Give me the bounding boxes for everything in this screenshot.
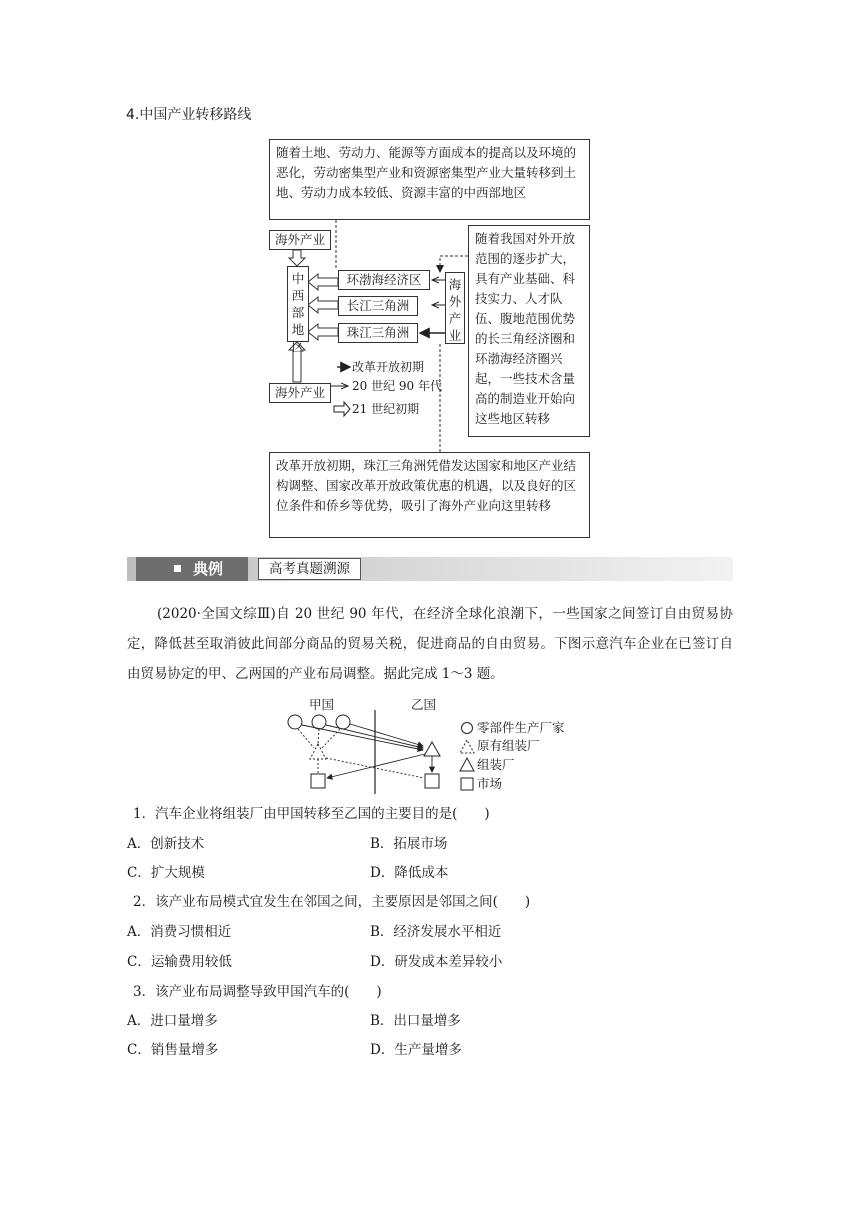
legend-assembly-plant: 组装厂 (477, 757, 515, 772)
pearl-river-delta: 珠江三角洲 (338, 323, 418, 343)
banner-subtitle: 高考真题溯源 (258, 558, 361, 580)
banner-label-text: 典例 (193, 560, 224, 578)
question-1-option-a[interactable]: A．创新技术 (127, 836, 205, 852)
legend-original-assembly: 原有组装厂 (477, 738, 540, 753)
right-explanation-box: 随着我国对外开放范围的逐步扩大，具有产业基础、科技实力、人才队伍、腹地范围优势的长三角经济圈和环渤海经济圈兴起，一些技术含量高的制造业开始向这些地区转移 (468, 225, 590, 437)
legend-1990s: 20 世纪 90 年代 (352, 379, 442, 393)
question-2-option-c[interactable]: C．运输费用较低 (127, 954, 232, 970)
parts-factory-icon (312, 715, 326, 729)
question-3-option-c[interactable]: C．销售量增多 (127, 1042, 219, 1058)
parts-factory-icon (288, 715, 302, 729)
bohai-economic-zone: 环渤海经济区 (338, 270, 430, 290)
question-2-option-a[interactable]: A．消费习惯相近 (127, 924, 232, 940)
question-3-option-b[interactable]: B．出口量增多 (370, 1013, 461, 1029)
question-1-option-d[interactable]: D．降低成本 (370, 865, 449, 881)
legend-parts-factory: 零部件生产厂家 (477, 720, 565, 735)
square-icon (174, 565, 181, 572)
question-3-option-a[interactable]: A．进口量增多 (127, 1013, 218, 1029)
overseas-industry-bottom: 海外产业 (269, 383, 331, 403)
question-1-option-b[interactable]: B．拓展市场 (370, 836, 448, 852)
top-explanation-box: 随着土地、劳动力、能源等方面成本的提高以及环境的恶化，劳动密集型产业和资源密集型产业大量转移到土地、劳动力成本较低、资源丰富的中西部地区 (269, 139, 590, 220)
overseas-industry-vertical: 海外产业 (445, 272, 465, 344)
country-b-label: 乙国 (411, 697, 437, 712)
country-a-label: 甲国 (309, 697, 335, 712)
question-1-option-c[interactable]: C．扩大规模 (127, 865, 205, 881)
central-west-region: 中西部地区 (287, 266, 309, 342)
question-2-option-d[interactable]: D．研发成本差异较小 (370, 954, 503, 970)
question-3-stem: 3．该产业布局调整导致甲国汽车的( ) (133, 984, 382, 1000)
bottom-explanation-box: 改革开放初期，珠江三角洲凭借发达国家和地区产业结构调整、国家改革开放政策优惠的机遇，以及良好的区位条件和侨乡等优势，吸引了海外产业向这里转移 (269, 452, 590, 538)
legend-reform-early: 改革开放初期 (352, 360, 425, 374)
banner-label (136, 557, 248, 581)
overseas-industry-top: 海外产业 (269, 230, 331, 250)
section-title: 4.中国产业转移路线 (126, 107, 252, 123)
question-1-stem: 1．汽车企业将组装厂由甲国转移至乙国的主要目的是( ) (133, 806, 490, 822)
question-2-option-b[interactable]: B．经济发展水平相近 (370, 924, 502, 940)
parts-factory-icon (336, 715, 350, 729)
question-2-stem: 2．该产业布局模式宜发生在邻国之间，主要原因是邻国之间( ) (133, 894, 531, 910)
yangtze-river-delta: 长江三角洲 (338, 296, 418, 316)
question-3-option-d[interactable]: D．生产量增多 (370, 1042, 462, 1058)
legend-2000s: 21 世纪初期 (352, 402, 420, 416)
legend-market: 市场 (477, 776, 503, 791)
question-intro: (2020·全国文综Ⅲ)自 20 世纪 90 年代，在经济全球化浪潮下，一些国家之间签订自由贸易协定，降低甚至取消彼此间部分商品的贸易关税，促进商品的自由贸易。下图示意汽车企业在已签订自由贸易协定的甲、乙两国的产业布局调整。据此完成 1～3 题。 (127, 606, 733, 682)
